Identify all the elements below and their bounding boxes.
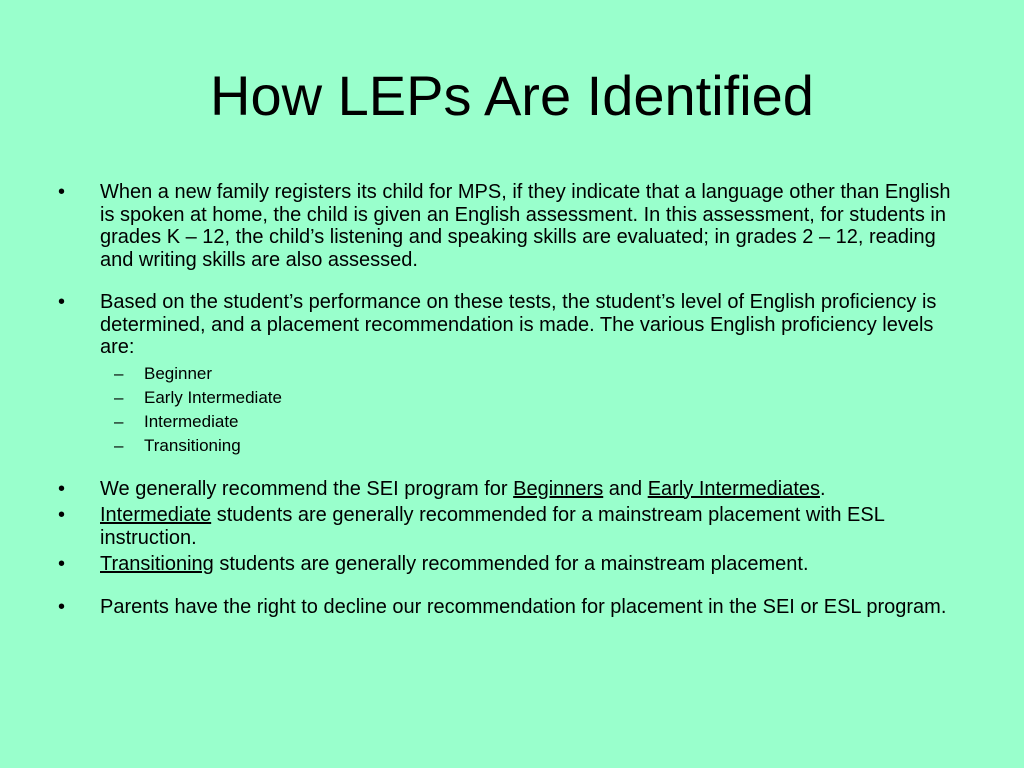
slide-title: How LEPs Are Identified [210,64,814,127]
bullet-text-post: students are generally recommended for a mainstream placement. [213,553,809,575]
sub-bullet-marker: – [114,411,124,431]
bullet-parents-right [58,596,958,619]
bullet-text-pre: We generally recommend the SEI program for [100,477,514,500]
bullet-intermediate [58,504,958,549]
bullet-sei-recommendation [58,478,958,501]
sub-bullet-marker: – [114,435,124,455]
bullet-transitioning [58,553,958,576]
level-label: Early Intermediate [144,387,282,407]
bullet-list [58,181,958,618]
bullet-marker: • [58,595,66,618]
transitioning-term: Transitioning [100,553,214,575]
bullet-registration [58,181,958,271]
level-label: Transitioning [144,435,241,455]
bullet-text: Based on the student’s performance on these tests, the student’s level of English proficiency is determined, and a placement recommendation is made. The various English proficiency levels are: [100,291,937,358]
bullet-marker: • [58,291,66,313]
level-item [98,410,958,434]
bullet-text-post: students are generally recommended for a mainstream placement with ESL instruction. [100,504,885,549]
bullet-text: Parents have the right to decline our recommendation for placement in the SEI or ESL program. [100,595,947,618]
bullet-proficiency [58,291,958,458]
bullet-text: When a new family registers its child for MPS, if they indicate that a language other than English is spoken at home, the child is given an English assessment. In this assessment, for students in grades K – 12, the child’s listening and speaking skills are evaluated; in grades 2 – 12, reading and writing skills are also assessed. [100,181,951,271]
proficiency-levels-list [100,362,958,458]
early-intermediates-term: Early Intermediates [647,477,820,500]
bullet-marker: • [58,553,66,575]
sub-bullet-marker: – [114,387,124,407]
bullet-text-post: . [820,477,826,500]
bullet-marker: • [58,181,66,203]
bullet-text-mid: and [603,477,648,500]
level-item [98,386,958,410]
intermediate-term: Intermediate [100,504,212,526]
level-item [98,434,958,458]
bullet-marker: • [58,477,66,500]
bullet-marker: • [58,504,66,526]
sub-bullet-marker: – [114,363,124,383]
level-label: Beginner [144,363,213,383]
level-item [98,362,958,386]
beginners-term: Beginners [513,477,604,500]
level-label: Intermediate [144,411,239,431]
